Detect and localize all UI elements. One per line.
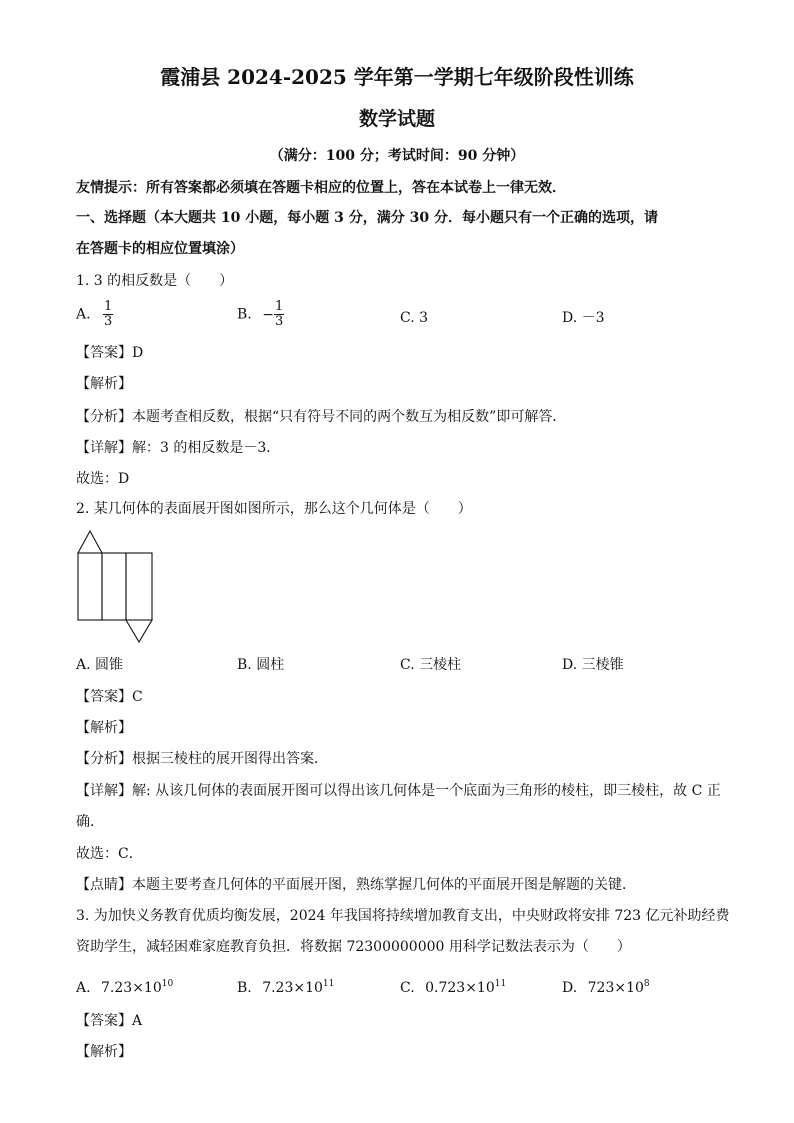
q3-stem-line2: 资助学生，减轻困难家庭教育负担．将数据 72300000000 用科学记数法表示为（ ） — [76, 939, 631, 955]
page-subtitle: 数学试题 — [358, 108, 435, 130]
q3-stem-line1: 3. 为加快义务教育优质均衡发展，2024 年我国将持续增加教育支出，中央财政将安排 723 亿元补助经费 — [76, 908, 730, 924]
q1-option-a-denominator: 3 — [104, 314, 113, 329]
q1-option-a-fraction — [103, 300, 113, 329]
prism-net-figure — [76, 528, 156, 644]
q2-option-c: C. 三棱柱 — [400, 657, 462, 673]
q3-option-a-label: A. — [76, 980, 91, 996]
q3-answer: 【答案】A — [76, 1013, 143, 1029]
net-top-triangle — [78, 531, 102, 553]
q3-option-b-exponent: 11 — [322, 979, 335, 989]
q1-option-b-sign: − — [262, 306, 274, 323]
q2-detail-line2: 确． — [76, 814, 104, 830]
q3-option-c-exponent: 11 — [494, 979, 507, 989]
q1-option-c: C. 3 — [400, 310, 429, 326]
q1-option-d: D. －3 — [562, 310, 605, 326]
q2-analysis-heading: 【解析】 — [76, 720, 132, 736]
page-title: 霞浦县 2024-2025 学年第一学期七年级阶段性训练 — [160, 65, 634, 89]
q3-option-c-base: 0.723×10 — [425, 980, 495, 996]
q1-option-a — [76, 300, 113, 329]
q3-option-c — [400, 975, 506, 997]
q1-option-b-fraction — [274, 300, 284, 329]
exam-info: （满分：100 分；考试时间：90 分钟） — [269, 148, 525, 164]
q1-option-b-label: B. — [237, 306, 252, 323]
q2-stem: 2. 某几何体的表面展开图如图所示，那么这个几何体是（ ） — [76, 501, 472, 517]
q1-choice: 故选：D — [76, 471, 130, 487]
q1-option-b-numerator: 1 — [274, 299, 284, 314]
q1-option-b-denominator: 3 — [274, 314, 284, 329]
q2-option-b: B. 圆柱 — [237, 657, 285, 673]
q3-option-b-base: 7.23×10 — [262, 980, 323, 996]
net-rect-left — [78, 553, 102, 620]
q2-remark: 【点睛】本题主要考查几何体的平面展开图，熟练掌握几何体的平面展开图是解题的关键． — [76, 877, 636, 893]
q3-option-c-label: C. — [400, 980, 415, 996]
q3-option-d — [562, 975, 650, 997]
q3-option-a-base: 7.23×10 — [101, 980, 162, 996]
q2-choice: 故选：C． — [76, 846, 143, 862]
section-heading-line2: 在答题卡的相应位置填涂） — [76, 241, 244, 257]
q3-option-a-exponent: 10 — [161, 979, 174, 989]
q1-analysis: 【分析】本题考查相反数，根据“只有符号不同的两个数互为相反数”即可解答． — [76, 409, 567, 425]
q1-answer: 【答案】D — [76, 345, 144, 361]
q3-option-d-base: 723×10 — [587, 980, 644, 996]
net-rect-middle — [102, 553, 126, 620]
notice: 友情提示：所有答案都必须填在答题卡相应的位置上，答在本试卷上一律无效． — [76, 180, 566, 196]
q3-analysis-heading: 【解析】 — [76, 1044, 132, 1060]
q2-option-a: A. 圆锥 — [76, 657, 124, 673]
q3-option-d-label: D. — [562, 980, 578, 996]
q1-option-b — [237, 300, 284, 329]
q3-option-b-label: B. — [237, 980, 252, 996]
q3-option-b — [237, 975, 334, 997]
net-bottom-triangle — [126, 620, 152, 642]
q1-option-a-numerator: 1 — [104, 299, 113, 314]
q1-analysis-heading: 【解析】 — [76, 376, 132, 392]
q2-analysis: 【分析】根据三棱柱的展开图得出答案． — [76, 751, 328, 767]
section-heading-line1: 一、选择题（本大题共 10 小题，每小题 3 分，满分 30 分．每小题只有一个正确的选项，请 — [76, 210, 658, 226]
q1-stem: 1. 3 的相反数是（ ） — [76, 273, 234, 289]
q1-detail: 【详解】解：3 的相反数是－3． — [76, 440, 281, 456]
q2-option-d: D. 三棱锥 — [562, 657, 624, 673]
q2-answer: 【答案】C — [76, 689, 143, 705]
q1-option-a-label: A. — [76, 306, 91, 323]
q3-option-d-exponent: 8 — [643, 979, 650, 989]
q3-option-a — [76, 975, 173, 997]
q2-detail-line1: 【详解】解: 从该几何体的表面展开图可以得出该几何体是一个底面为三角形的棱柱，即三棱柱，故 C 正 — [76, 783, 721, 799]
net-rect-right — [126, 553, 152, 620]
